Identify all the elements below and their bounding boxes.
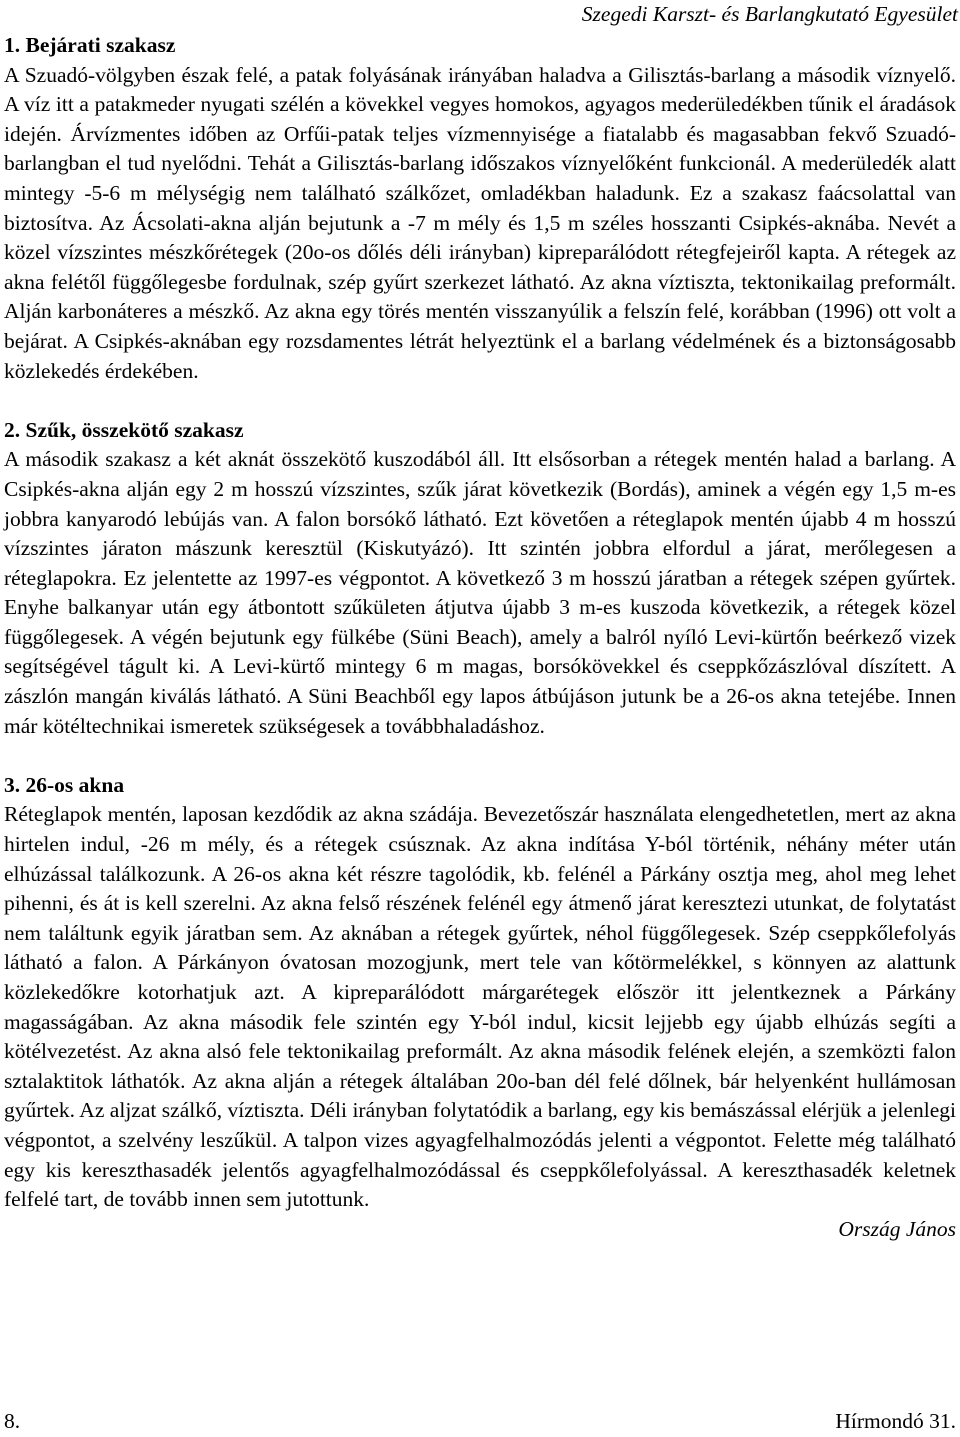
page-number: 8.	[4, 1409, 21, 1433]
issue-label: Hírmondó 31.	[835, 1409, 956, 1433]
section-heading: 2. Szűk, összekötő szakasz	[4, 417, 244, 442]
section-paragraph: A második szakasz a két aknát összekötő kuszodából áll. Itt elsősorban a rétegek mentén halad a barlang. A Csipkés-akna alján egy 2 m hosszú vízszintes, szűk járat következik (Bordás), aminek a végén egy 1,5 m-es jobbra kanyarodó lebújás van. A falon borsókő látható. Ezt követően a réteglapok mentén újabb 4 m hosszú vízszintes járaton mászunk keresztül (Kiskutyázó). Itt szintén jobbra elfordul a járat, merőlegesen a réteglapokra. Ez jelentette az 1997-es végpontot. A következő 3 m hosszú járatban a rétegek szépen gyűrtek. Enyhe balkanyar után egy átbontott szűkületen átjutva újabb 3 m-es kuszoda következik, a rétegek közel függőlegesek. A végén bejutunk egy fülkébe (Süni Beach), amely a balról nyíló Levi-kürtőn beérkező vizek segítségével tágult ki. A Levi-kürtő mintegy 6 m magas, borsókövekkel és cseppkőzászlóval díszített. A zászlón mangán kiválás látható. A Süni Beachből egy lapos átbújáson jutunk be a 26-os akna tetejébe. Innen már kötéltechnikai ismeretek szükségesek a továbbhaladáshoz.	[4, 447, 956, 738]
section-heading: 3. 26-os akna	[4, 772, 125, 797]
section-entrance	[4, 31, 956, 386]
section-paragraph: Réteglapok mentén, laposan kezdődik az akna szádája. Bevezetőszár használata elengedhetetlen, mert az akna hirtelen indul, -26 m mély, és a rétegek csúsznak. Az akna indítása Y-ból történik, néhány méter után elhúzással találkozunk. A 26-os akna két részre tagolódik, kb. felénél a Párkány osztja meg, ahol meg lehet pihenni, és át is kell szerelni. Az akna felső részének felénél egy átmenő járat keresztezi utunkat, de folytatást nem találtunk egyik járatban sem. Az aknában a rétegek gyűrtek, néhol függőlegesek. Szép cseppkőlefolyás látható a falon. A Párkányon óvatosan mozogjunk, mert tele van kőtörmelékkel, s könnyen az alattunk közlekedőkre kotorhatjuk azt. A kipreparálódott márgarétegek először itt jelentkeznek a Párkány magasságában. Az akna második fele szintén egy Y-ból indul, kicsit lejjebb egy újabb elhúzás segíti a kötélvezetést. Az akna alsó fele tektonikailag preformált. Az akna második felének elején, a szemközti falon sztalaktitok láthatók. Az akna alján a rétegek általában 20o-ban dél felé dőlnek, bár helyenként hullámosan gyűrtek. Az aljzat szálkő, víztiszta. Déli irányban folytatódik a barlang, egy kis bemászással elérjük a jelenlegi végpontot, a szelvény leszűkül. A talpon vizes agyagfelhalmozódás jelenti a végpontot. Felette még található egy kis kereszthasadék jelentős agyagfelhalmozódással és cseppkőlefolyással. A kereszthasadék keletnek felfelé tart, de tovább innen sem jutottunk.	[4, 802, 956, 1212]
section-shaft-26	[4, 771, 956, 1215]
section-spacer	[4, 741, 956, 771]
section-connecting-passage	[4, 416, 956, 742]
section-heading: 1. Bejárati szakasz	[4, 33, 176, 57]
section-spacer	[4, 386, 956, 416]
article-content	[4, 31, 956, 1244]
author-signature: Ország János	[838, 1216, 956, 1241]
section-paragraph: A Szuadó-völgyben észak felé, a patak folyásának irányában haladva a Gilisztás-barlang a második víznyelő. A víz itt a patakmeder nyugati szélén a kövekkel vegyes homokos, agyagos mederüledékben tűnik el áradások idején. Árvízmentes időben az Orfűi-patak teljes vízmennyisége a fiatalabb és magasabban fekvő Szuadó-barlangban el tud nyelődni. Tehát a Gilisztás-barlang időszakos víznyelőként funkcionál. A mederüledék alatt mintegy -5-6 m mélységig nem található szálkőzet, omladékban haladunk. Ez a szakasz faácsolattal van biztosítva. Az Ácsolati-akna alján bejutunk a -7 m mély és 1,5 m széles hosszanti Csipkés-aknába. Nevét a közel vízszintes mészkőrétegek (20o-os dőlés déli irányban) kipreparálódott rétegfejeiről kapta. A rétegek az akna felétől függőlegesbe fordulnak, szép gyűrt szerkezet látható. Az akna víztiszta, tektonikailag preformált. Alján karbonáteres a mészkő. Az akna egy törés mentén visszanyúlik a felszín felé, korábban (1996) ott volt a bejárat. A Csipkés-aknában egy rozsdamentes létrát helyeztünk el a barlang védelmének és a biztonságosabb közlekedés érdekében.	[4, 62, 956, 383]
running-header: Szegedi Karszt- és Barlangkutató Egyesület	[581, 2, 958, 26]
